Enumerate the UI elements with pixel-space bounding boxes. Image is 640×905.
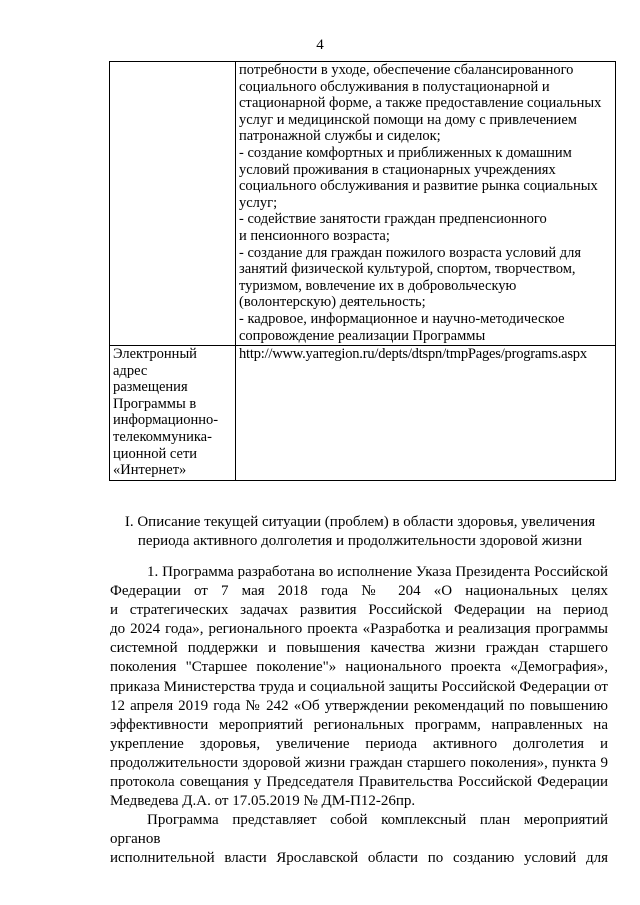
paragraph-line: эффективности мероприятий региональных программ, направленных на (110, 716, 608, 733)
table-cell-url[interactable] (236, 346, 616, 481)
paragraph (110, 811, 608, 868)
paragraph (110, 563, 608, 811)
task-line: услуг; (239, 194, 278, 211)
paragraph-line: Медведева Д.А. от 17.05.2019 № ДМ-П12-26пр. (110, 793, 416, 810)
paragraph-line: укрепление здоровья, увеличение периода активного долголетия и (110, 735, 608, 752)
task-line: стационарной форме, а также предоставление социальных (239, 95, 602, 112)
paragraph-line: Программа представляет собой комплексный план мероприятий органов (110, 812, 608, 848)
paragraph-line: исполнительной власти Ярославской области по созданию условий для (110, 850, 608, 867)
paragraph-line: до 2024 года», регионального проекта «Разработка и реализация программы (110, 621, 608, 638)
table-row (110, 62, 616, 346)
task-line: занятий физической культурой, спортом, творчеством, (239, 261, 576, 278)
task-line: услуг и медицинской помощи на дому с привлечением (239, 111, 577, 128)
paragraph-line: и стратегических задачах развития Российской Федерации на период (110, 602, 608, 619)
table-cell-tasks (236, 62, 616, 346)
program-passport-table (109, 61, 616, 481)
label-line: информационно- (113, 412, 219, 429)
program-url-link[interactable]: http://www.yarregion.ru/depts/dtspn/tmpPages/programs.aspx (239, 346, 587, 363)
section-heading (100, 513, 620, 551)
task-line: - создание комфортных и приближенных к домашним (239, 144, 572, 161)
table-row (110, 346, 616, 481)
label-line: Программы в (113, 395, 197, 412)
task-line: - содействие занятости граждан предпенсионного (239, 211, 547, 228)
task-line: условий проживания в стационарных учреждениях (239, 161, 556, 178)
paragraph-line: Федерации от 7 мая 2018 года № 204 «О национальных целях (110, 583, 608, 600)
task-line: сопровождение реализации Программы (239, 327, 486, 344)
label-line: телекоммуника- (113, 429, 212, 446)
page-number: 4 (316, 37, 324, 53)
paragraph-line: системной поддержки и повышения качества жизни граждан старшего (110, 640, 608, 657)
section-heading-line: I. Описание текущей ситуации (проблем) в области здоровья, увеличения (124, 514, 596, 530)
paragraph-line: приказа Министерства труда и социальной защиты Российской Федерации от (110, 678, 608, 695)
section-heading-line: периода активного долголетия и продолжительности здоровой жизни (137, 533, 583, 549)
paragraph-line: протокола совещания у Председателя Правительства Российской Федерации (110, 774, 608, 791)
task-line: туризмом, вовлечение их в добровольческую (239, 277, 517, 294)
task-line: потребности в уходе, обеспечение сбалансированного (239, 62, 574, 78)
label-line: ционной сети (113, 445, 198, 462)
label-line: «Интернет» (113, 462, 187, 479)
paragraph-line: 1. Программа разработана во исполнение Указа Президента Российской (147, 564, 608, 580)
task-line: социального обслуживания и развитие рынка социальных (239, 178, 598, 195)
task-line: - создание для граждан пожилого возраста условий для (239, 244, 581, 261)
task-line: патронажной службы и сиделок; (239, 128, 441, 145)
paragraph-line: 12 апреля 2019 года № 242 «Об утверждении рекомендаций по повышению (110, 697, 608, 714)
task-line: - кадровое, информационное и научно-методическое (239, 310, 565, 327)
label-line: размещения (113, 379, 188, 396)
label-line: Электронный (113, 346, 197, 363)
body-text (110, 563, 608, 869)
paragraph-line: поколения "Старшее поколение"» национального проекта «Демография», (110, 659, 608, 676)
task-line: (волонтерскую) деятельность; (239, 294, 426, 311)
task-line: социального обслуживания в полустационарной и (239, 78, 550, 95)
table-cell-label (110, 346, 236, 481)
task-line: и пенсионного возраста; (239, 227, 390, 244)
table-cell-empty (110, 62, 236, 346)
paragraph-line: продолжительности здоровой жизни граждан старшего поколения», пункта 9 (110, 754, 608, 771)
label-line: адрес (113, 362, 148, 379)
